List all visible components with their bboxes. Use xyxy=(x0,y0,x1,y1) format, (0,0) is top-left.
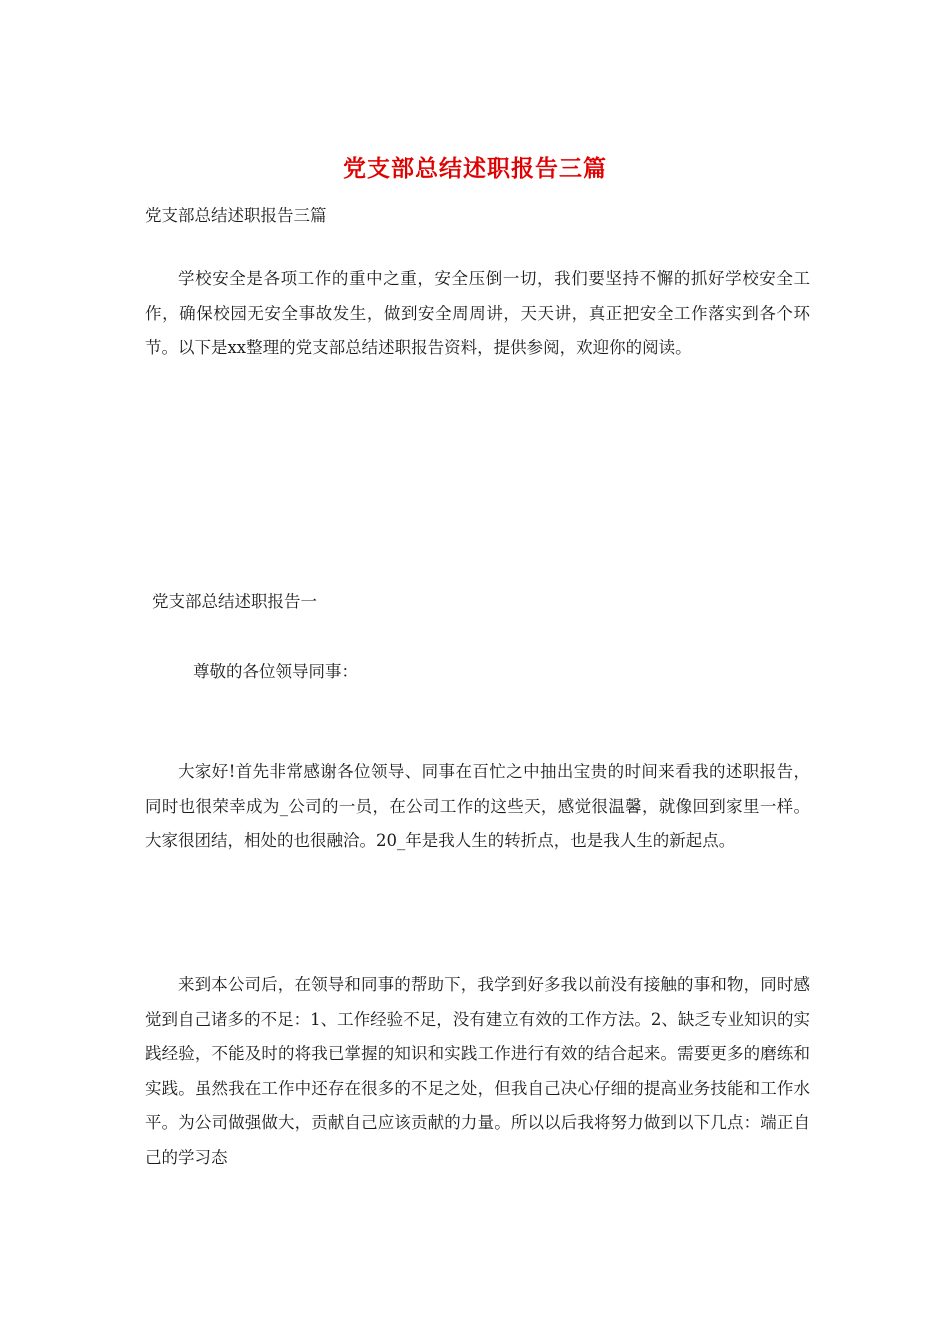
document-subtitle: 党支部总结述职报告三篇 xyxy=(145,206,327,225)
document-title: 党支部总结述职报告三篇 xyxy=(343,155,607,182)
section-heading-1: 党支部总结述职报告一 xyxy=(152,592,317,611)
body-paragraph-1: 大家好!首先非常感谢各位领导、同事在百忙之中抽出宝贵的时间来看我的述职报告，同时也很荣幸成为_公司的一员，在公司工作的这些天，感觉很温馨，就像回到家里一样。大家很团结，相处的也很融洽。20_年是我人生的转折点，也是我人生的新起点。 xyxy=(145,762,810,850)
intro-paragraph: 学校安全是各项工作的重中之重，安全压倒一切，我们要坚持不懈的抓好学校安全工作，确保校园无安全事故发生，做到安全周周讲，天天讲，真正把安全工作落实到各个环节。以下是xx整理的党支部总结述职报告资料，提供参阅，欢迎你的阅读。 xyxy=(145,269,810,357)
salutation: 尊敬的各位领导同事： xyxy=(193,662,358,681)
body-paragraph-2: 来到本公司后，在领导和同事的帮助下，我学到好多我以前没有接触的事和物，同时感觉到自己诸多的不足：1、工作经验不足，没有建立有效的工作方法。2、缺乏专业知识的实践经验，不能及时的将我已掌握的知识和实践工作进行有效的结合起来。需要更多的磨练和实践。虽然我在工作中还存在很多的不足之处，但我自己决心仔细的提高业务技能和工作水平。为公司做强做大，贡献自己应该贡献的力量。所以以后我将努力做到以下几点：端正自己的学习态 xyxy=(145,975,810,1167)
